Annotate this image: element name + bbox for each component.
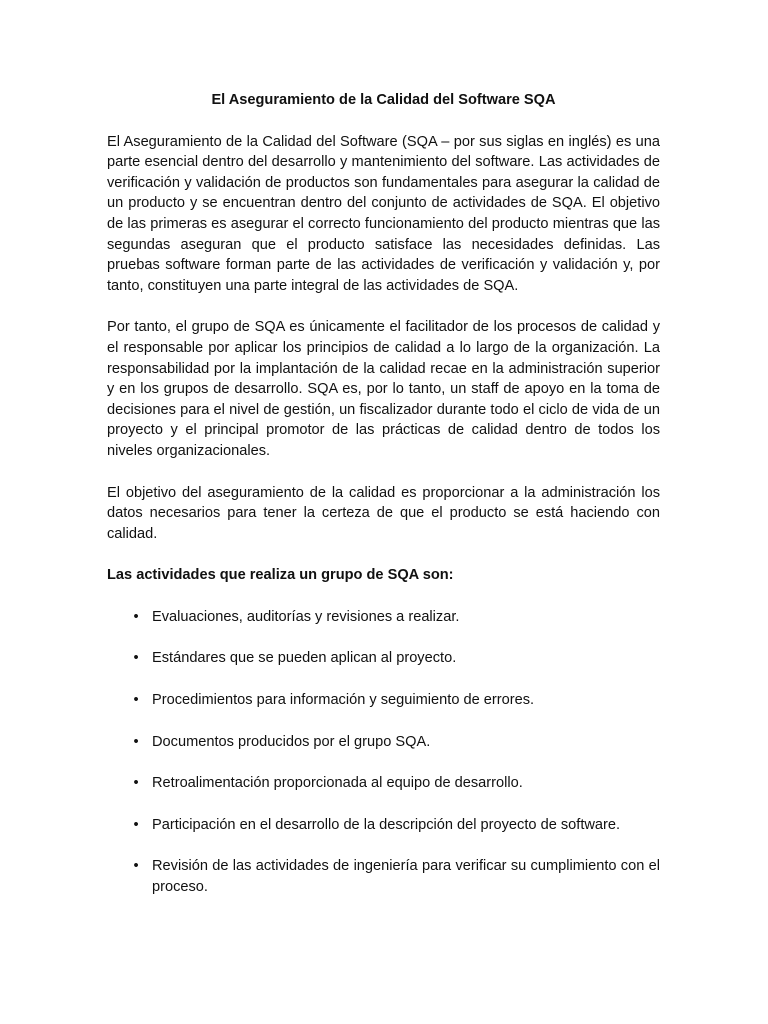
list-item xyxy=(107,815,660,836)
list-item-text: Estándares que se pueden aplican al proyecto. xyxy=(152,650,457,667)
list-item xyxy=(107,648,660,669)
list-item xyxy=(107,690,660,711)
list-item-text: Participación en el desarrollo de la descripción del proyecto de software. xyxy=(152,816,621,833)
list-item xyxy=(107,856,660,897)
list-item-text: Retroalimentación proporcionada al equipo de desarrollo. xyxy=(152,775,523,792)
activities-list xyxy=(107,607,660,898)
bullet-icon: • xyxy=(133,816,139,833)
paragraph-intro: El Aseguramiento de la Calidad del Software (SQA – por sus siglas en inglés) es una parte esencial dentro del desarrollo y mantenimiento del software. Las actividades de verificación y validación de productos son fundamentales para asegurar la calidad de un producto y se encuentran dentro del conjunto de actividades de SQA. El objetivo de las primeras es asegurar el correcto funcionamiento del producto mientras que las segundas aseguran que el producto satisface las necesidades definidas. Las pruebas software forman parte de las actividades de verificación y validación y, por tanto, constituyen una parte integral de las actividades de SQA. xyxy=(107,133,660,294)
bullet-icon: • xyxy=(133,733,139,750)
paragraph-objective: El objetivo del aseguramiento de la calidad es proporcionar a la administración los datos necesarios para tener la certeza de que el producto se está haciendo con calidad. xyxy=(107,484,660,542)
bullet-icon: • xyxy=(133,775,139,792)
list-item-text: Revisión de las actividades de ingeniería para verificar su cumplimiento con el proceso. xyxy=(152,858,660,896)
list-item xyxy=(107,732,660,753)
paragraph-sqa-group: Por tanto, el grupo de SQA es únicamente el facilitador de los procesos de calidad y el responsable por aplicar los principios de calidad a lo largo de la organización. La responsabilidad por la implantación de la calidad recae en la administración superior y en los grupos de desarrollo. SQA es, por lo tanto, un staff de apoyo en la toma de decisiones para el nivel de gestión, un fiscalizador durante todo el ciclo de vida de un proyecto y el principal promotor de las prácticas de calidad dentro de todos los niveles organizacionales. xyxy=(107,319,660,459)
bullet-icon: • xyxy=(133,650,139,667)
bullet-icon: • xyxy=(133,692,139,709)
activities-heading: Las actividades que realiza un grupo de SQA son: xyxy=(107,567,454,584)
document-title: El Aseguramiento de la Calidad del Software SQA xyxy=(211,92,556,108)
list-item xyxy=(107,607,660,628)
bullet-icon: • xyxy=(133,608,139,625)
list-item-text: Documentos producidos por el grupo SQA. xyxy=(152,733,431,750)
list-item-text: Evaluaciones, auditorías y revisiones a realizar. xyxy=(152,608,460,625)
document-page xyxy=(107,90,660,919)
list-item xyxy=(107,773,660,794)
list-item-text: Procedimientos para información y seguimiento de errores. xyxy=(152,692,535,709)
bullet-icon: • xyxy=(133,858,139,875)
